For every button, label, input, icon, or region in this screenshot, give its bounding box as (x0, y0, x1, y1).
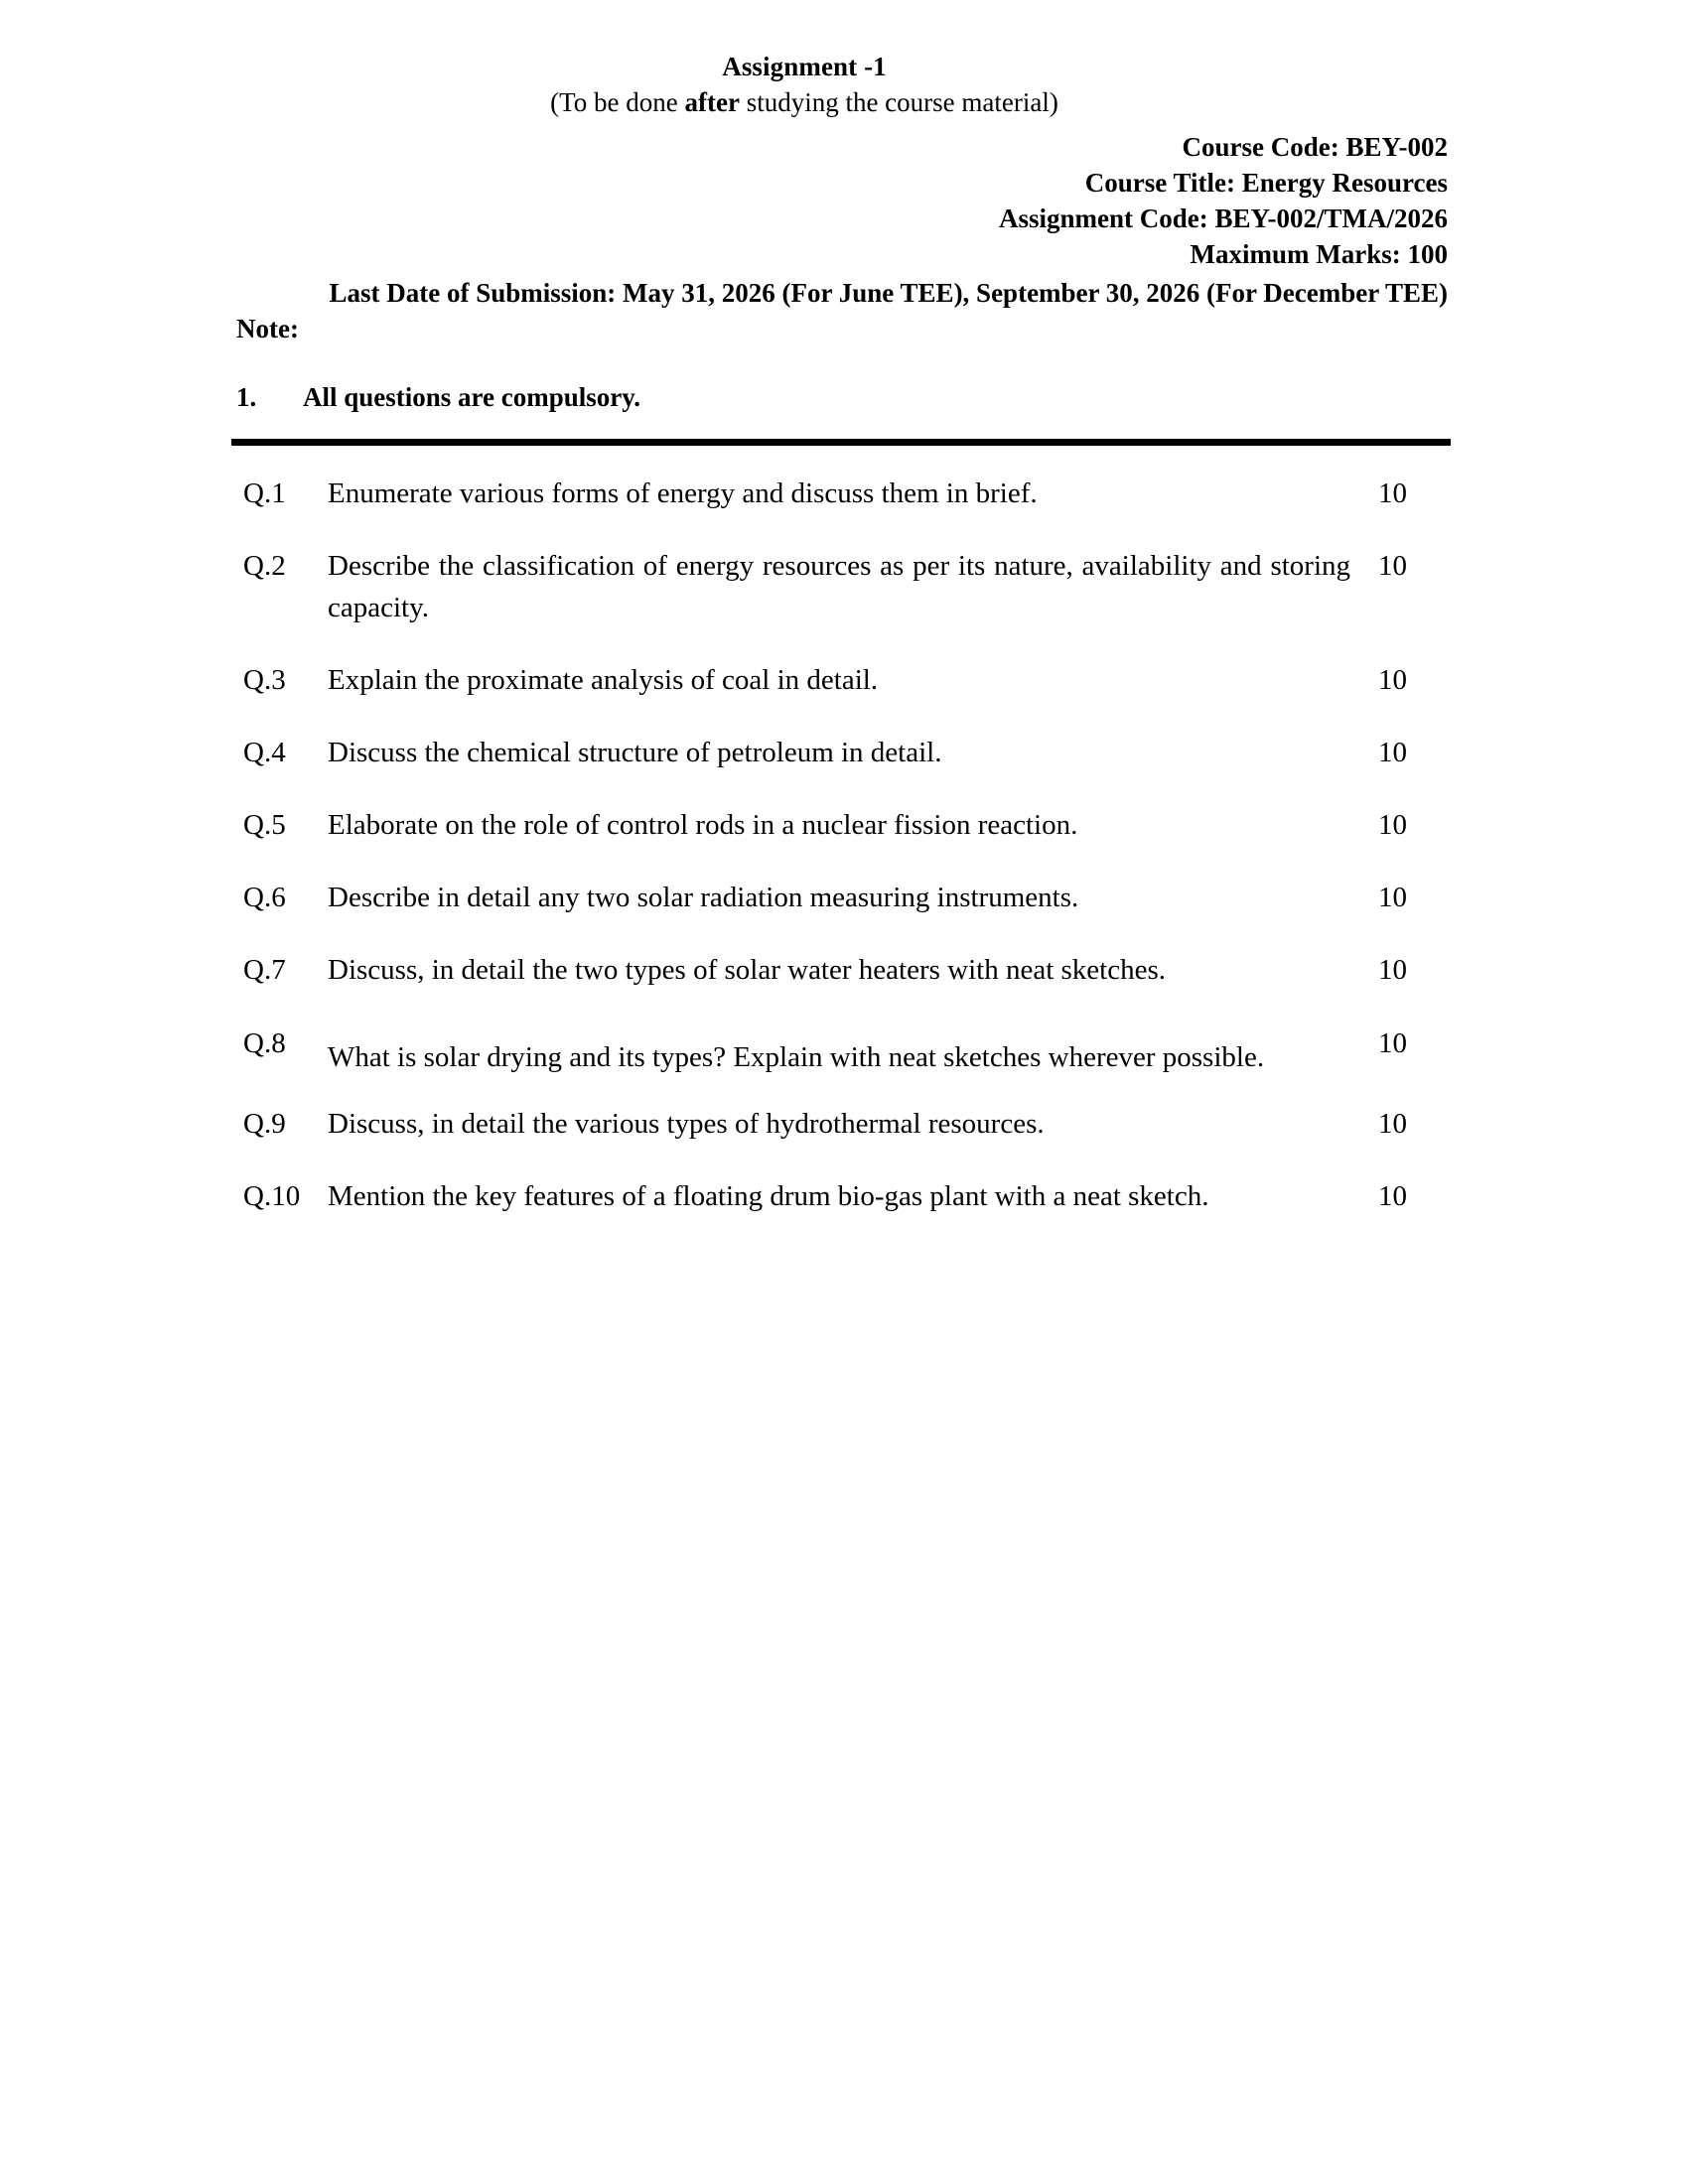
question-label: Q.10 (243, 1179, 301, 1212)
question-text: Discuss, in detail the various types of hydrothermal resources. (328, 1107, 1045, 1140)
question-marks: 10 (1378, 1026, 1407, 1059)
question-row (243, 950, 1450, 991)
maximum-marks: Maximum Marks: 100 (1190, 238, 1448, 269)
question-label: Q.8 (243, 1026, 286, 1059)
page-title: Assignment -1 (722, 52, 887, 81)
question-text: Discuss, in detail the two types of solar water heaters with neat sketches. (328, 954, 1166, 987)
question-label: Q.5 (243, 809, 286, 842)
note-label: Note: (236, 313, 299, 343)
question-row (243, 1104, 1450, 1145)
question-marks: 10 (1378, 882, 1407, 914)
question-label: Q.6 (243, 882, 286, 914)
course-title: Course Title: Energy Resources (1084, 168, 1448, 199)
question-marks: 10 (1378, 1179, 1407, 1212)
note-item-text: All questions are compulsory. (303, 382, 641, 413)
question-text: Enumerate various forms of energy and discuss them in brief. (328, 478, 1038, 510)
question-label: Q.9 (243, 1107, 286, 1140)
subtitle-part-before: (To be done (550, 86, 685, 117)
question-text: Mention the key features of a floating drum bio-gas plant with a neat sketch. (328, 1179, 1209, 1212)
question-text: Discuss the chemical structure of petroleum in detail. (328, 736, 942, 768)
page-subtitle (228, 86, 1380, 118)
question-marks: 10 (1378, 1107, 1407, 1140)
question-marks: 10 (1378, 663, 1407, 696)
horizontal-divider (231, 439, 1451, 446)
question-marks: 10 (1378, 478, 1407, 510)
question-label: Q.3 (243, 663, 286, 696)
question-label: Q.7 (243, 954, 286, 987)
question-row (243, 546, 1450, 627)
question-row (243, 878, 1450, 918)
question-marks: 10 (1378, 954, 1407, 987)
last-date-of-submission: Last Date of Submission: May 31, 2026 (For June TEE), September 30, 2026 (For December TEE) (329, 277, 1448, 308)
question-label: Q.2 (243, 550, 286, 583)
question-text: Explain the proximate analysis of coal in detail. (328, 663, 879, 696)
question-marks: 10 (1378, 736, 1407, 768)
question-text: Describe the classification of energy resources as per its nature, availability and storing capacity. (328, 550, 1350, 623)
question-list (243, 474, 1450, 1217)
title-block (228, 52, 1380, 118)
note-item-number: 1. (236, 382, 257, 413)
course-code: Course Code: BEY-002 (1182, 132, 1448, 163)
note-item-1 (236, 380, 1448, 415)
document-content (236, 52, 1448, 1249)
course-meta-block (236, 130, 1448, 273)
question-text: Describe in detail any two solar radiation measuring instruments. (328, 882, 1079, 914)
question-row (243, 1176, 1450, 1217)
question-marks: 10 (1378, 809, 1407, 842)
assignment-code: Assignment Code: BEY-002/TMA/2026 (998, 204, 1448, 234)
question-label: Q.4 (243, 736, 286, 768)
question-row (243, 805, 1450, 846)
question-text: What is solar drying and its types? Explain with neat sketches wherever possible. (328, 1040, 1265, 1073)
question-row (243, 474, 1450, 514)
question-text: Elaborate on the role of control rods in a nuclear fission reaction. (328, 809, 1078, 842)
subtitle-emphasis: after (684, 86, 740, 117)
question-row (243, 1024, 1450, 1078)
question-marks: 10 (1378, 550, 1407, 583)
question-label: Q.1 (243, 478, 286, 510)
question-row (243, 660, 1450, 701)
subtitle-part-after: studying the course material) (739, 86, 1058, 117)
question-row (243, 733, 1450, 773)
